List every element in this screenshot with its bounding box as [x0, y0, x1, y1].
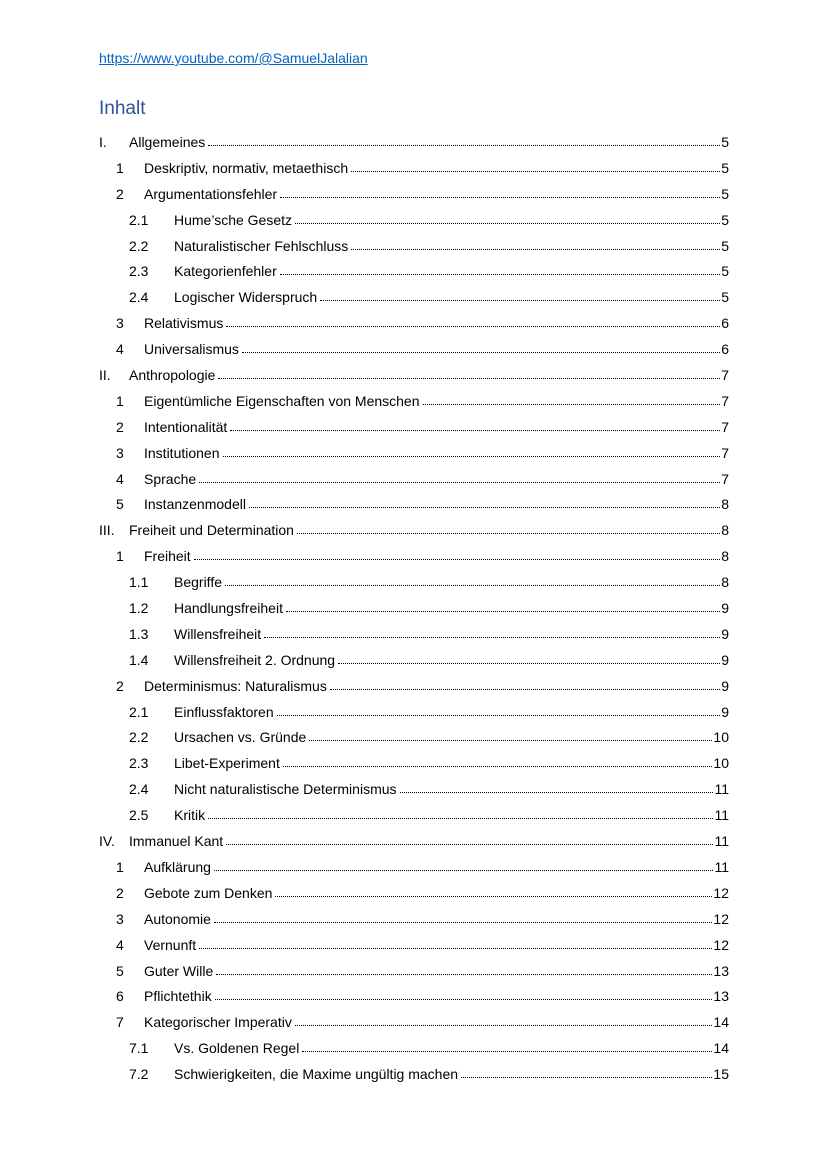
- toc-entry-page: 7: [721, 367, 729, 384]
- dot-leader: [214, 858, 714, 872]
- toc-entry-page: 6: [721, 341, 729, 358]
- toc-entry[interactable]: [99, 259, 729, 285]
- dot-leader: [295, 211, 720, 225]
- dot-leader: [230, 418, 720, 432]
- toc-entry[interactable]: [99, 311, 729, 337]
- toc-entry-number: 1.1: [129, 574, 149, 591]
- toc-entry[interactable]: [99, 959, 729, 985]
- toc-entry-page: 5: [721, 134, 729, 150]
- toc-entry-title: Ursachen vs. Gründe: [174, 729, 307, 746]
- toc-entry-number: 5: [116, 962, 124, 979]
- toc-entry-title: Logischer Widerspruch: [174, 289, 318, 306]
- toc-entry[interactable]: [99, 130, 729, 156]
- dot-leader: [309, 728, 712, 742]
- toc-entry[interactable]: [99, 1010, 729, 1036]
- dot-leader: [295, 1013, 713, 1027]
- toc-entry[interactable]: [99, 415, 729, 441]
- toc-entry-title: Vernunft: [144, 936, 197, 953]
- toc-entry[interactable]: [99, 674, 729, 700]
- toc-entry-number: I.: [99, 134, 107, 150]
- toc-entry-title: Handlungsfreiheit: [174, 600, 283, 617]
- toc-entry-number: 1: [116, 159, 124, 176]
- toc-entry-number: 2: [116, 418, 124, 435]
- toc-entry[interactable]: [99, 596, 729, 622]
- toc-entry-page: 5: [721, 211, 729, 228]
- toc-entry-title: Nicht naturalistische Determinismus: [174, 781, 397, 798]
- toc-entry-page: 8: [721, 522, 729, 539]
- toc-entry-page: 12: [713, 910, 729, 927]
- dot-leader: [194, 547, 720, 561]
- toc-entry-number: 3: [116, 315, 124, 332]
- toc-entry-title: Freiheit und Determination: [129, 522, 294, 539]
- toc-entry-title: Gebote zum Denken: [144, 884, 273, 901]
- toc-entry-number: 1.4: [129, 651, 149, 668]
- dot-leader: [280, 262, 720, 276]
- toc-entry[interactable]: [99, 234, 729, 260]
- toc-entry-page: 9: [721, 677, 729, 694]
- toc-entry-title: Deskriptiv, normativ, metaethisch: [144, 159, 349, 176]
- toc-entry-title: Einflussfaktoren: [174, 703, 274, 720]
- toc-entry[interactable]: [99, 855, 729, 881]
- toc-entry-title: Immanuel Kant: [129, 833, 224, 850]
- toc-entry-number: 6: [116, 988, 124, 1005]
- toc-entry[interactable]: [99, 777, 729, 803]
- toc-entry-page: 6: [721, 315, 729, 332]
- toc-entry[interactable]: [99, 182, 729, 208]
- toc-entry[interactable]: [99, 803, 729, 829]
- dot-leader: [283, 754, 713, 768]
- toc-entry-title: Vs. Goldenen Regel: [174, 1040, 300, 1057]
- toc-entry-number: 2.3: [129, 755, 149, 772]
- toc-entry-page: 14: [713, 1014, 729, 1031]
- dot-leader: [320, 288, 720, 302]
- toc-entry-title: Naturalistischer Fehlschluss: [174, 237, 349, 254]
- toc-entry-number: IV.: [99, 833, 115, 850]
- toc-entry-number: 2: [116, 677, 124, 694]
- dot-leader: [242, 340, 720, 354]
- toc-entry-title: Anthropologie: [129, 367, 216, 384]
- toc-entry[interactable]: [99, 544, 729, 570]
- toc-entry-title: Argumentationsfehler: [144, 185, 278, 202]
- toc-entry-title: Kategorischer Imperativ: [144, 1014, 292, 1031]
- toc-entry[interactable]: [99, 518, 729, 544]
- toc-entry-number: 2.1: [129, 211, 149, 228]
- toc-entry-page: 9: [721, 651, 729, 668]
- toc-entry-number: 2.2: [129, 729, 149, 746]
- toc-entry[interactable]: [99, 156, 729, 182]
- toc-entry-page: 11: [714, 781, 729, 798]
- toc-entry-number: 4: [116, 341, 124, 358]
- toc-entry-number: 1: [116, 392, 124, 409]
- dot-leader: [226, 314, 720, 328]
- toc-entry-number: 4: [116, 470, 124, 487]
- dot-leader: [216, 962, 712, 976]
- toc-entry-number: 4: [116, 936, 124, 953]
- toc-entry-title: Intentionalität: [144, 418, 228, 435]
- toc-entry-page: 10: [713, 755, 729, 772]
- toc-entry-page: 5: [721, 159, 729, 176]
- toc-entry[interactable]: [99, 570, 729, 596]
- toc-entry[interactable]: [99, 622, 729, 648]
- toc-entry-title: Instanzenmodell: [144, 496, 246, 513]
- toc-entry-title: Pflichtethik: [144, 988, 212, 1005]
- toc-entry-title: Guter Wille: [144, 962, 214, 979]
- toc-entry-page: 5: [721, 289, 729, 306]
- dot-leader: [277, 703, 720, 717]
- dot-leader: [199, 936, 712, 950]
- toc-entry-page: 7: [721, 418, 729, 435]
- toc-entry[interactable]: [99, 285, 729, 311]
- toc-entry-page: 15: [713, 1066, 729, 1083]
- toc-heading: Inhalt: [99, 98, 146, 119]
- toc-entry-page: 5: [721, 185, 729, 202]
- toc-entry-title: Sprache: [144, 470, 197, 487]
- toc-entry-title: Institutionen: [144, 444, 220, 461]
- toc-entry[interactable]: [99, 933, 729, 959]
- toc-entry-page: 9: [721, 600, 729, 617]
- toc-entry[interactable]: [99, 725, 729, 751]
- toc-entry-page: 7: [721, 470, 729, 487]
- toc-entry-page: 12: [713, 884, 729, 901]
- toc-entry-page: 9: [721, 625, 729, 642]
- toc-entry-page: 7: [721, 392, 729, 409]
- toc-entry-page: 12: [713, 936, 729, 953]
- toc-entry-title: Allgemeines: [129, 134, 206, 150]
- toc-entry-title: Willensfreiheit 2. Ordnung: [174, 651, 336, 668]
- toc-entry-title: Universalismus: [144, 341, 239, 358]
- dot-leader: [400, 780, 714, 794]
- toc-entry-number: II.: [99, 367, 111, 384]
- toc-entry[interactable]: [99, 984, 729, 1010]
- toc-entry-number: 2.3: [129, 263, 149, 280]
- toc-entry[interactable]: [99, 467, 729, 493]
- toc-entry-title: Kritik: [174, 807, 206, 824]
- toc-entry-title: Eigentümliche Eigenschaften von Menschen: [144, 392, 420, 409]
- dot-leader: [461, 1065, 712, 1079]
- toc-entry[interactable]: [99, 700, 729, 726]
- toc-entry-number: 2.4: [129, 289, 149, 306]
- toc-entry-page: 11: [714, 858, 729, 875]
- toc-entry-number: 7: [116, 1014, 124, 1031]
- dot-leader: [215, 987, 713, 1001]
- toc-entry-title: Kategorienfehler: [174, 263, 277, 280]
- toc-entry-number: 2: [116, 884, 124, 901]
- toc-entry[interactable]: [99, 1036, 729, 1062]
- dot-leader: [338, 651, 720, 665]
- toc-entry-number: 2.1: [129, 703, 149, 720]
- toc-entry-page: 11: [714, 833, 729, 850]
- toc-entry-page: 5: [721, 263, 729, 280]
- toc-entry-title: Aufklärung: [144, 858, 211, 875]
- toc-entry-title: Libet-Experiment: [174, 755, 280, 772]
- toc-entry-number: 2.5: [129, 807, 149, 824]
- toc-entry[interactable]: [99, 648, 729, 674]
- toc-entry-title: Autonomie: [144, 910, 211, 927]
- toc-entry-number: 3: [116, 910, 124, 927]
- dot-leader: [218, 366, 720, 380]
- toc-entry-page: 7: [721, 444, 729, 461]
- toc-entry-number: 7.1: [129, 1040, 149, 1057]
- toc-entry-page: 5: [721, 237, 729, 254]
- toc-entry-number: 2.4: [129, 781, 149, 798]
- toc-entry-page: 8: [721, 574, 729, 591]
- dot-leader: [286, 599, 720, 613]
- toc-entry[interactable]: [99, 441, 729, 467]
- toc-entry[interactable]: [99, 881, 729, 907]
- dot-leader: [423, 392, 720, 406]
- toc-entry-page: 8: [721, 496, 729, 513]
- toc-entry-number: 1.3: [129, 625, 149, 642]
- toc-entry-title: Schwierigkeiten, die Maxime ungültig machen: [174, 1066, 459, 1083]
- toc-entry-number: III.: [99, 522, 115, 539]
- toc-entry-title: Freiheit: [144, 548, 191, 565]
- toc-entry-page: 10: [713, 729, 729, 746]
- toc-entry[interactable]: [99, 389, 729, 415]
- toc-entry[interactable]: [99, 751, 729, 777]
- toc-entry[interactable]: [99, 363, 729, 389]
- toc-entry-title: Relativismus: [144, 315, 224, 332]
- toc-entry-page: 13: [713, 988, 729, 1005]
- dot-leader: [280, 185, 720, 199]
- dot-leader: [330, 677, 720, 691]
- toc-entry-page: 11: [714, 807, 729, 824]
- toc-entry-page: 9: [721, 703, 729, 720]
- dot-leader: [302, 1039, 712, 1053]
- dot-leader: [225, 573, 720, 587]
- toc-entry[interactable]: [99, 492, 729, 518]
- dot-leader: [297, 521, 720, 535]
- toc-entry[interactable]: [99, 208, 729, 234]
- toc-entry-number: 1.2: [129, 600, 149, 617]
- dot-leader: [249, 495, 720, 509]
- dot-leader: [223, 444, 721, 458]
- youtube-link[interactable]: https://www.youtube.com/@SamuelJalalian: [99, 50, 368, 66]
- dot-leader: [351, 159, 720, 173]
- toc-entry-number: 2.2: [129, 237, 149, 254]
- toc-entry-page: 8: [721, 548, 729, 565]
- dot-leader: [226, 832, 713, 846]
- dot-leader: [199, 470, 720, 484]
- dot-leader: [351, 237, 720, 251]
- toc-entry-page: 13: [713, 962, 729, 979]
- toc-entry[interactable]: [99, 907, 729, 933]
- dot-leader: [264, 625, 720, 639]
- dot-leader: [208, 806, 713, 820]
- toc-entry-title: Determinismus: Naturalismus: [144, 677, 327, 694]
- toc-entry-title: Begriffe: [174, 574, 222, 591]
- toc-entry-number: 1: [116, 858, 124, 875]
- toc-entry-number: 5: [116, 496, 124, 513]
- toc-entry-title: Hume’sche Gesetz: [174, 211, 293, 228]
- toc-entry[interactable]: [99, 337, 729, 363]
- toc-entry[interactable]: [99, 829, 729, 855]
- toc-entry-number: 3: [116, 444, 124, 461]
- toc-entry[interactable]: [99, 1062, 729, 1088]
- table-of-contents: [99, 130, 729, 1088]
- toc-entry-number: 1: [116, 548, 124, 565]
- toc-entry-number: 2: [116, 185, 124, 202]
- dot-leader: [214, 910, 712, 924]
- dot-leader: [275, 884, 712, 898]
- dot-leader: [208, 133, 720, 147]
- toc-entry-number: 7.2: [129, 1066, 149, 1083]
- toc-entry-title: Willensfreiheit: [174, 625, 262, 642]
- toc-entry-page: 14: [713, 1040, 729, 1057]
